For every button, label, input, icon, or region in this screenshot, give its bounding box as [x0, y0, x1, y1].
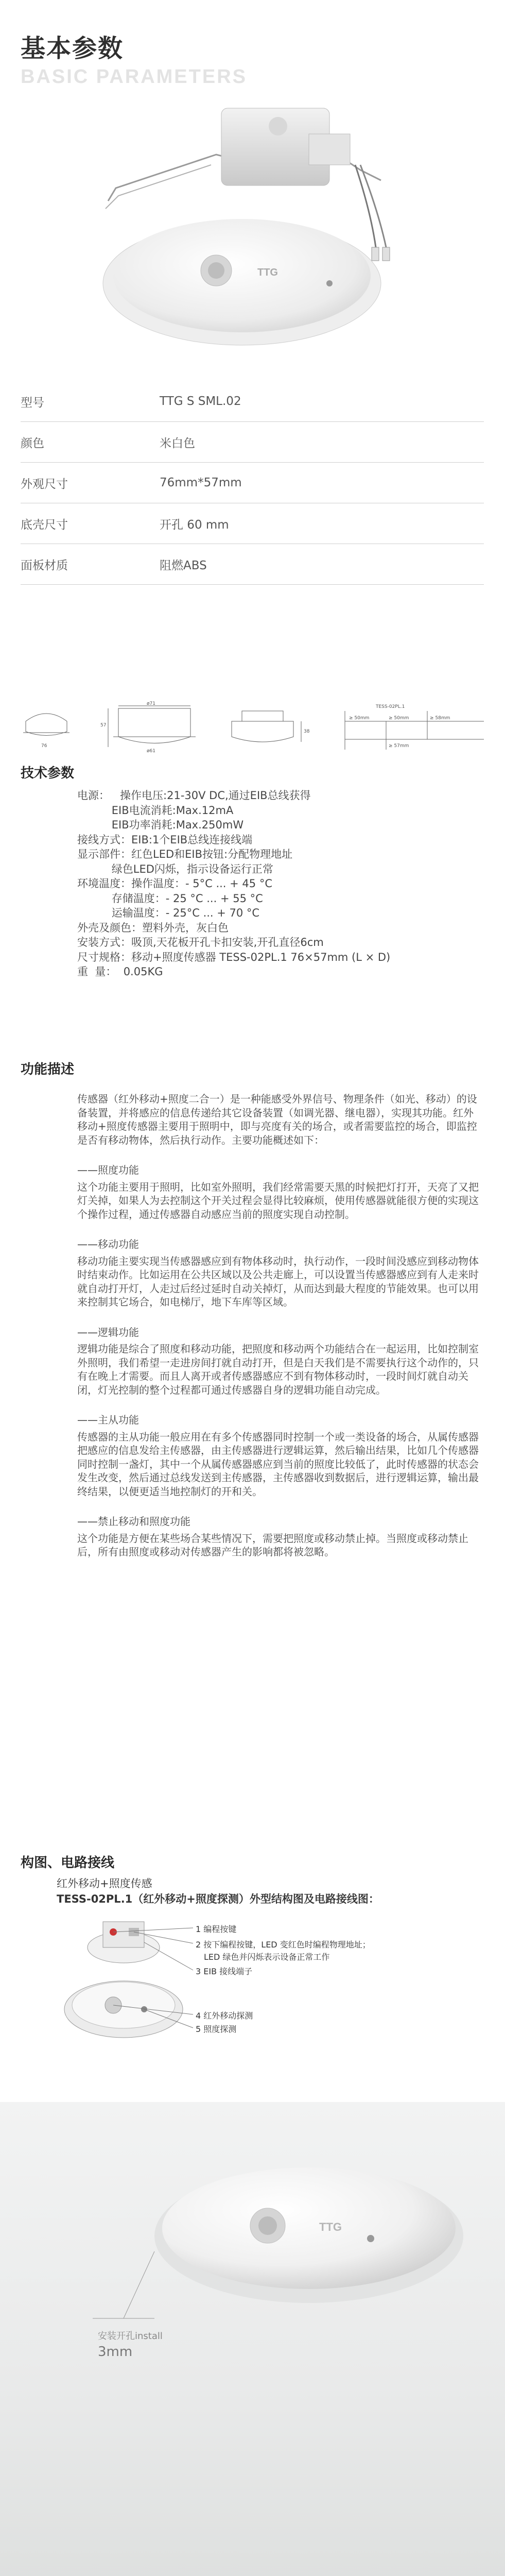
dim-label: ≥ 58mm — [430, 716, 450, 721]
spec-row — [21, 381, 484, 422]
product-photo-ceiling — [0, 2102, 505, 2576]
function-heading: ——逻辑功能 — [77, 1326, 139, 1338]
callout: 4 红外移动探测 — [196, 2011, 253, 2021]
function-heading: ——禁止移动和照度功能 — [77, 1515, 190, 1528]
spec-table — [21, 381, 484, 585]
technical-line: 电源： 操作电压:21-30V DC,通过EIB总线获得 — [77, 789, 311, 802]
technical-line: 环境温度：操作温度：- 5°C ... + 45 °C — [77, 877, 272, 890]
technical-line: 存储温度：- 25 °C ... + 55 °C — [77, 892, 263, 905]
dim-label: ø61 — [147, 749, 155, 754]
install-size: 3mm — [98, 2344, 133, 2360]
function-text: 传感器的主从功能一般应用在有多个传感器同时控制一个或一类设备的场合，从属传感器把感应的信息发给主传感器，由主传感器进行逻辑运算，然后输出结果，比如几个传感器同时控制一盏灯，其中一个从属传感器感应到当前的照度比较低了，此时传感器的状态会发生改变，然后通过总线发送到主传感器，主传感器收到数据后，进行逻辑运算，输出最终结果，以便更适当地控制灯的开和关。 — [77, 1430, 479, 1498]
page-subtitle: BASIC PARAMETERS — [21, 66, 247, 88]
spec-row — [21, 544, 484, 585]
structure-subheading: TESS-02PL.1（红外移动+照度探测）外型结构图及电路接线图： — [57, 1893, 379, 1905]
technical-line: 外壳及颜色：塑料外壳，灰白色 — [77, 921, 229, 934]
spec-row — [21, 503, 484, 544]
function-heading: ——照度功能 — [77, 1164, 139, 1176]
spec-key: 面板材质 — [21, 558, 68, 572]
dim-label: ≥ 50mm — [349, 716, 370, 721]
dimension-drawing — [15, 701, 489, 757]
function-heading: ——移动功能 — [77, 1238, 139, 1250]
page-title: 基本参数 — [21, 34, 124, 63]
function-body — [77, 1092, 479, 1565]
technical-line: 显示部件：红色LED和EIB按钮:分配物理地址 — [77, 848, 293, 860]
technical-title: 技术参数 — [21, 766, 75, 781]
dim-label: 57 — [100, 723, 107, 728]
function-text: 这个功能主要用于照明，比如室外照明，我们经常需要天黑的时候把灯打开，天亮了又把灯关掉，如果人为去控制这个开关过程会显得比较麻烦，使用传感器就能很方便的实现这个操作过程，通过传感器自动感应当前的照度实现自动控制。 — [77, 1180, 479, 1221]
dim-label: 76 — [41, 743, 47, 749]
spec-key: 型号 — [21, 396, 44, 410]
structure-title: 构图、电路接线 — [21, 1855, 115, 1871]
technical-line: 安装方式：吸顶,天花板开孔卡扣安装,开孔直径6cm — [77, 936, 324, 948]
technical-line: 接线方式：EIB:1个EIB总线连接线端 — [77, 833, 253, 846]
function-text: 逻辑功能是综合了照度和移动功能，把照度和移动两个功能结合在一起运用，比如控制室外照明，我们希望一走进房间打就自动打开，但是白天我们是不需要执行这个动作的，只有在晚上才需要。而且人离开或者传感器感应不到有物体移动时，一段时间灯就自动关闭，灯光控制的整个过程都可通过传感器自身的逻辑功能自动完成。 — [77, 1343, 479, 1396]
spec-row — [21, 463, 484, 503]
technical-line: 运输温度：- 25°C ... + 70 °C — [77, 907, 260, 919]
spec-key: 底壳尺寸 — [21, 518, 68, 532]
spec-value: 76mm*57mm — [160, 476, 242, 489]
spec-key: 颜色 — [21, 436, 44, 450]
technical-line: EIB功率消耗:Max.250mW — [77, 819, 244, 831]
hero-product-image — [0, 77, 505, 366]
install-label: 安装开孔install 3mm — [98, 2331, 163, 2360]
function-text: 这个功能是方便在某些场合某些情况下，需要把照度或移动禁止掉。当照度或移动禁止后，所有由照度或移动对传感器产生的影响都将被忽略。 — [77, 1532, 468, 1558]
dim-label: ≥ 57mm — [389, 743, 409, 749]
function-intro: 传感器（红外移动+照度二合一）是一种能感受外界信号、物理条件（如光、移动）的设备装置，并将感应的信息传递给其它设备装置（如调光器、继电器），实现其功能。红外移动+照度传感器主要用于照明中，即与亮度有关的场合，或者需要监控的场合，即监控是否有移动物体，然后执行动作。主要功能概述如下： — [77, 1093, 477, 1146]
dim-label: ø71 — [147, 701, 155, 706]
spec-value: 阻燃ABS — [160, 558, 207, 572]
technical-line: 绿色LED闪烁，指示设备运行正常 — [77, 862, 273, 875]
function-text: 移动功能主要实现当传感器感应到有物体移动时，执行动作，一段时间没感应到移动物体时结束动作。比如运用在公共区域以及公共走廊上，可以设置当传感器感应到有人走来时就自动打开灯，人走过后经过延时自动关掉灯，从而达到最大程度的节能效果。也可以用来控制其它场合，如电梯厅，地下车库等区域。 — [77, 1255, 479, 1308]
function-heading: ——主从功能 — [77, 1414, 139, 1426]
callout: 1 编程按键 — [196, 1924, 237, 1934]
spec-key: 外观尺寸 — [21, 477, 68, 491]
photo1-logo: TTG — [319, 2221, 342, 2233]
callout: 5 照度探测 — [196, 2024, 237, 2034]
ceiling-sensor-render — [0, 2102, 505, 2576]
technical-list — [77, 788, 479, 979]
technical-line: 重 量： 0.05KG — [77, 965, 163, 978]
structure-heading: 红外移动+照度传感 — [57, 1877, 152, 1890]
dim-label: ≥ 50mm — [389, 716, 409, 721]
function-title: 功能描述 — [21, 1062, 75, 1077]
spec-row — [21, 422, 484, 463]
dim-label: 38 — [304, 729, 310, 734]
technical-line: 尺寸规格：移动+照度传感器 TESS-02PL.1 76×57mm (L × D) — [77, 951, 391, 963]
callout: 2 按下编程按键，LED 变红色时编程物理地址； — [196, 1940, 371, 1950]
hero-logo: TTG — [257, 267, 278, 278]
spec-value: TTG S SML.02 — [160, 395, 241, 408]
technical-line: EIB电流消耗:Max.12mA — [77, 804, 234, 817]
structure-figure — [57, 1911, 479, 2061]
spec-value: 米白色 — [160, 436, 195, 450]
callout: LED 绿色并闪烁表示设备正常工作 — [204, 1952, 330, 1962]
callout: 3 EIB 接线端子 — [196, 1967, 253, 1976]
spec-value: 开孔 60 mm — [160, 518, 229, 532]
callout-lines — [57, 1911, 201, 2061]
dim-model: TESS-02PL.1 — [376, 704, 405, 709]
